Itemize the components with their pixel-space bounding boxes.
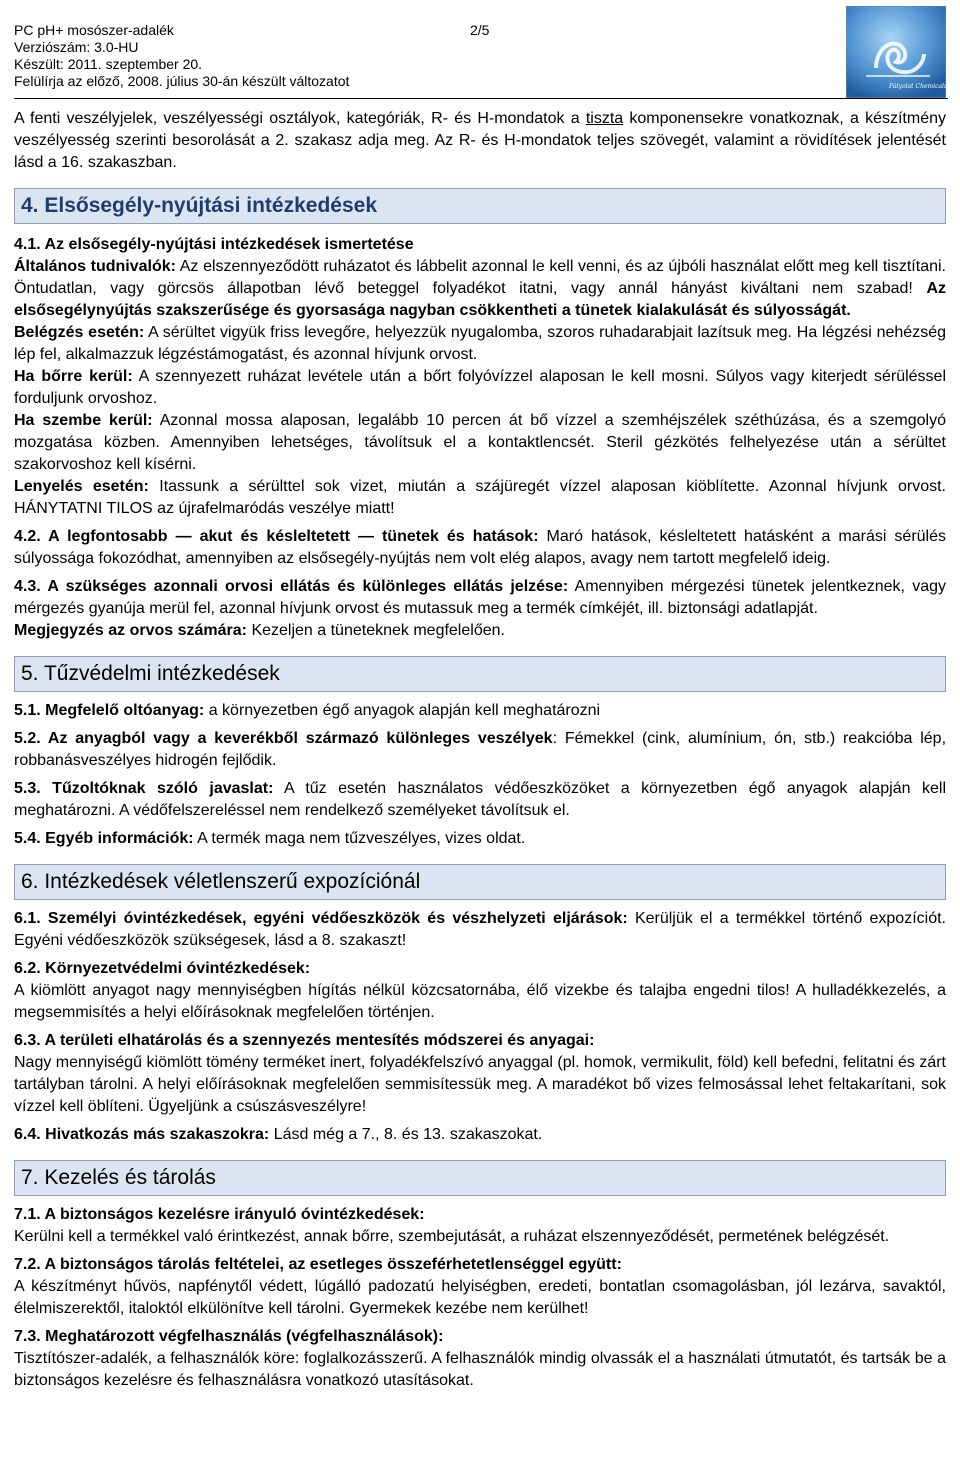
subsection-6-1: 6.1. Személyi óvintézkedések, egyéni védőeszközök és vészhelyzeti eljárások: Kerüljük el a termékkel történő expozíciót. Egyéni védőeszközök szükségesek, lásd a 8. szakaszt! (14, 910, 946, 949)
subsection-4-1-title: 4.1. Az elsősegély-nyújtási intézkedések ismertetése (14, 236, 414, 253)
document-header (14, 22, 944, 98)
note-for-physician: Megjegyzés az orvos számára: Kezeljen a tüneteknek megfelelően. (14, 622, 505, 639)
version: Verziószám: 3.0-HU (14, 39, 139, 55)
section-6-heading: 6. Intézkedések véletlenszerű expozíciónál (14, 864, 946, 900)
document-body (14, 108, 946, 1392)
subsection-5-1: 5.1. Megfelelő oltóanyag: a környezetben égő anyagok alapján kell meghatározni (14, 702, 601, 719)
general-info: Általános tudnivalók: Az elszennyeződött ruházatot és lábbelit azonnal le kell venni, és az újbóli használat előtt meg kell tisztítani. Öntudatlan, vagy görcsös állapotban lévő beteggel folyadékot itatni, vagy annál hányást kiváltani nem szabad! Az elsősegélynyújtás szakszerűsége és gyorsasága nagyban csökkentheti a tünetek kialakulását és súlyosságát. (14, 258, 946, 319)
subsection-7-1-title: 7.1. A biztonságos kezelésre irányuló óvintézkedések: (14, 1206, 425, 1223)
subsection-5-2: 5.2. Az anyagból vagy a keverékből származó különleges veszélyek: Fémekkel (cink, alumínium, ón, stb.) reakcióba lép, robbanásveszélyes hidrogén fejlődik. (14, 730, 947, 769)
subsection-7-2-title: 7.2. A biztonságos tárolás feltételei, az esetleges összeférhetetlenséggel együtt: (14, 1256, 622, 1273)
created-date: Készült: 2011. szeptember 20. (14, 56, 203, 72)
inhalation: Belégzés esetén: A sérültet vigyük friss levegőre, helyezzük nyugalomba, szoros ruhadarabjait lazítsuk meg. Ha légzési nehézség lép fel, alkalmazzuk légzéstámogatást, és azonnal hívjunk orvost. (14, 324, 947, 363)
subsection-6-2-title: 6.2. Környezetvédelmi óvintézkedések: (14, 960, 311, 977)
subsection-7-1-text: Kerülni kell a termékkel való érintkezést, annak bőrre, szembejutását, a ruházat elszennyeződését, permetének belégzését. (14, 1228, 890, 1245)
subsection-4-3: 4.3. A szükséges azonnali orvosi ellátás és különleges ellátás jelzése: Amennyiben mérgezési tünetek jelentkeznek, vagy mérgezés gyanúja merül fel, azonnal hívjunk orvost és mutassuk meg a termék címkéjét, ill. biztonsági adatlapját. (14, 578, 947, 617)
supersedes-note: Felülírja az előző, 2008. július 30-án készült változatot (14, 73, 350, 89)
subsection-5-3: 5.3. Tűzoltóknak szóló javaslat: A tűz esetén használatos védőeszközöket a környezetben égő anyagok alapján kell meghatározni. A védőfelszereléssel nem rendelkező személyeket távolítsuk el. (14, 780, 946, 819)
logo-text: Fátyolat Chemicals (888, 83, 946, 90)
section-5-heading: 5. Tűzvédelmi intézkedések (14, 656, 946, 692)
section-4-heading: 4. Elsősegély-nyújtási intézkedések (14, 188, 946, 224)
subsection-4-2: 4.2. A legfontosabb — akut és késleltetett — tünetek és hatások: Maró hatások, késleltetett hatásként a marási sérülés súlyossága fokozódhat, amennyiben az elsősegély-nyújtás nem volt elég alapos, avagy nem tartott megfelelő ideig. (14, 528, 946, 567)
subsection-6-2-text: A kiömlött anyagot nagy mennyiségben hígítás nélkül közcsatornába, élő vizekbe és talajba engedni tilos! A hulladékkezelés, a megsemmisítés a helyi előírásoknak megfelelően történjen. (14, 982, 946, 1021)
subsection-7-2-text: A készítményt hűvös, napfénytől védett, lúgálló padozatú helyiségben, eredeti, bontatlan csomagolásban, jól lezárva, savaktól, élelmiszerektől, italoktól elkülönítve kell tárolni. Gyermekek kezébe nem kerülhet! (14, 1278, 946, 1317)
header-rule (14, 98, 948, 99)
subsection-7-3-text: Tisztítószer-adalék, a felhasználók köre: foglalkozásszerű. A felhasználók mindig olvassák el a használati útmutatót, és tartsák be a biztonságos kezelésre és felhasználásra vonatkozó utasításokat. (14, 1350, 946, 1389)
section-7-heading: 7. Kezelés és tárolás (14, 1160, 946, 1196)
page-number: 2/5 (470, 22, 490, 38)
product-name: PC pH+ mosószer-adalék (14, 22, 174, 38)
ingestion: Lenyelés esetén: Itassunk a sérülttel sok vizet, miután a szájüregét vízzel alaposan kiöblítette. Azonnal hívjunk orvost. HÁNYTATNI TILOS az újrafelmaródás veszélye miatt! (14, 478, 947, 517)
subsection-6-3-title: 6.3. A területi elhatárolás és a szennyezés mentesítés módszerei és anyagai: (14, 1032, 595, 1049)
company-logo (846, 6, 946, 98)
subsection-6-4: 6.4. Hivatkozás más szakaszokra: Lásd még a 7., 8. és 13. szakaszokat. (14, 1126, 543, 1143)
skin-contact: Ha bőrre kerül: A szennyezett ruházat levétele után a bőrt folyóvízzel alaposan le kell mosni. Súlyos vagy kiterjedt sérüléssel forduljunk orvoshoz. (14, 368, 947, 407)
subsection-7-3-title: 7.3. Meghatározott végfelhasználás (végfelhasználások): (14, 1328, 444, 1345)
subsection-5-4: 5.4. Egyéb információk: A termék maga nem tűzveszélyes, vizes oldat. (14, 830, 526, 847)
intro-paragraph: A fenti veszélyjelek, veszélyességi osztályok, kategóriák, R- és H-mondatok a tiszta komponensekre vonatkoznak, a készítmény veszélyesség szerinti besorolását a 2. szakasz adja meg. Az R- és H-mondatok teljes szövegét, valamint a rövidítések jelentését lásd a 16. szakaszban. (14, 110, 947, 171)
eye-contact: Ha szembe kerül: Azonnal mossa alaposan, legalább 10 percen át bő vízzel a szemhéjszélek széthúzása, és a szemgolyó mozgatása közben. Amennyiben lehetséges, távolítsuk el a kontaktlencsét. Steril gézkötés felhelyezése után a sérültet szakorvoshoz kell kísérni. (14, 412, 947, 473)
subsection-6-3-text: Nagy mennyiségű kiömlött tömény terméket inert, folyadékfelszívó anyaggal (pl. homok, vermikulit, föld) kell befedni, felitatni és zárt tartályban tárolni. A helyi előírásoknak megfelelően semmisítessük meg. A maradékot bő vizes felmosással lehet feltakarítani, sok vízzel kell öblíteni. Ügyeljünk a csúszásveszélyre! (14, 1054, 946, 1115)
